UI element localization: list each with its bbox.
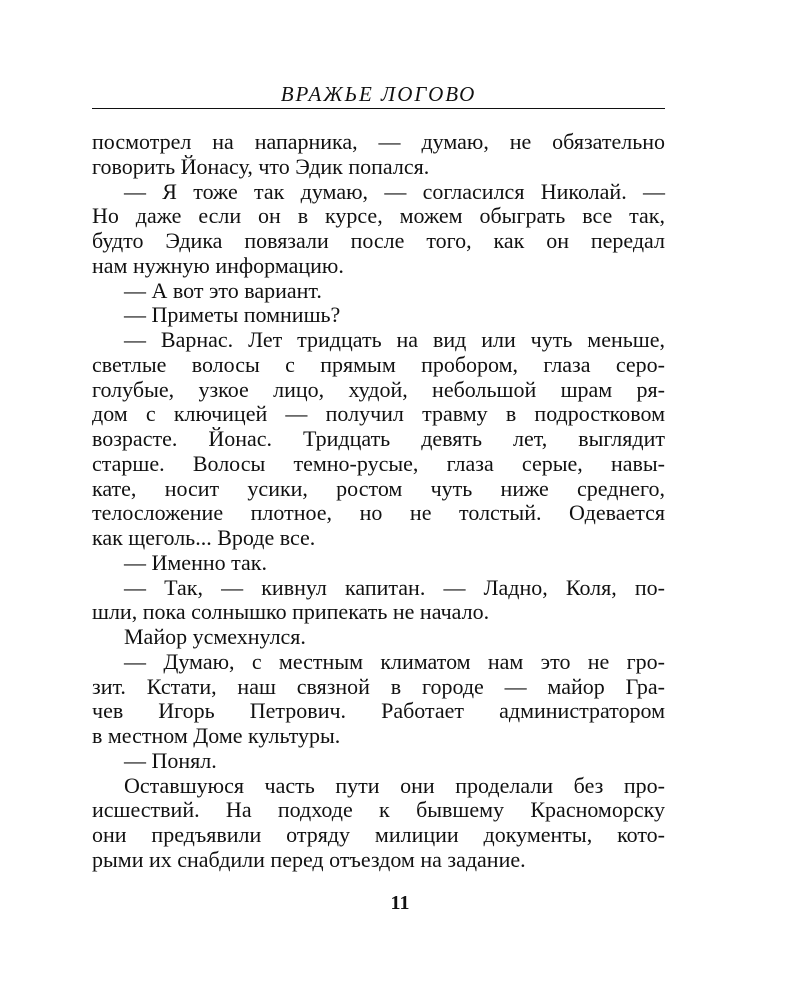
text-line: шли, пока солнышко припекать не начало. bbox=[92, 599, 490, 625]
text-line: чев Игорь Петрович. Работает администратором bbox=[92, 698, 665, 724]
text-line: дом с ключицей — получил травму в подростковом bbox=[92, 401, 665, 427]
page-number: 11 bbox=[390, 892, 410, 914]
text-line: — Так, — кивнул капитан. — Ладно, Коля, по- bbox=[124, 574, 665, 600]
text-line: Майор усмехнулся. bbox=[124, 624, 306, 649]
text-line: посмотрел на напарника, — думаю, не обязательно bbox=[92, 129, 665, 154]
text-line: будто Эдика повязали после того, как он передал bbox=[92, 228, 665, 253]
text-line: светлые волосы с прямым пробором, глаза серо- bbox=[92, 351, 665, 377]
text-line: они предъявили отряду милиции документы, кото- bbox=[92, 822, 665, 847]
text-line: говорить Йонасу, что Эдик попался. bbox=[92, 153, 430, 179]
body-text bbox=[92, 130, 665, 873]
running-head-title: ВРАЖЬЕ ЛОГОВО bbox=[280, 82, 477, 106]
text-line: — Думаю, с местным климатом нам это не гро- bbox=[124, 648, 665, 674]
text-line: зит. Кстати, наш связной в городе — майор Гра- bbox=[92, 673, 665, 699]
text-line: нам нужную информацию. bbox=[92, 252, 344, 278]
text-line: рыми их снабдили перед отъездом на задание. bbox=[92, 846, 526, 872]
text-line: кате, носит усики, ростом чуть ниже среднего, bbox=[92, 475, 665, 501]
text-line: — Я тоже так думаю, — согласился Николай. — bbox=[124, 178, 665, 204]
text-line: в местном Доме культуры. bbox=[92, 723, 341, 748]
text-line: — А вот это вариант. bbox=[124, 277, 322, 303]
text-line: Оставшуюся часть пути они проделали без про- bbox=[124, 772, 665, 798]
text-line: — Приметы помнишь? bbox=[124, 302, 341, 328]
text-line: старше. Волосы темно-русые, глаза серые, навы- bbox=[92, 450, 665, 476]
text-line: Но даже если он в курсе, можем обыграть все так, bbox=[92, 203, 665, 229]
text-line: — Именно так. bbox=[124, 549, 267, 575]
header-rule bbox=[92, 108, 665, 109]
text-line: возрасте. Йонас. Тридцать девять лет, выглядит bbox=[92, 426, 665, 451]
text-line: как щеголь... Вроде все. bbox=[92, 525, 316, 550]
text-line: — Варнас. Лет тридцать на вид или чуть меньше, bbox=[124, 327, 665, 352]
text-line: — Понял. bbox=[124, 747, 217, 773]
text-line: телосложение плотное, но не толстый. Одевается bbox=[92, 500, 665, 526]
text-line: голубые, узкое лицо, худой, небольшой шрам ря- bbox=[92, 376, 665, 402]
text-line: исшествий. На подходе к бывшему Красноморску bbox=[92, 797, 665, 823]
